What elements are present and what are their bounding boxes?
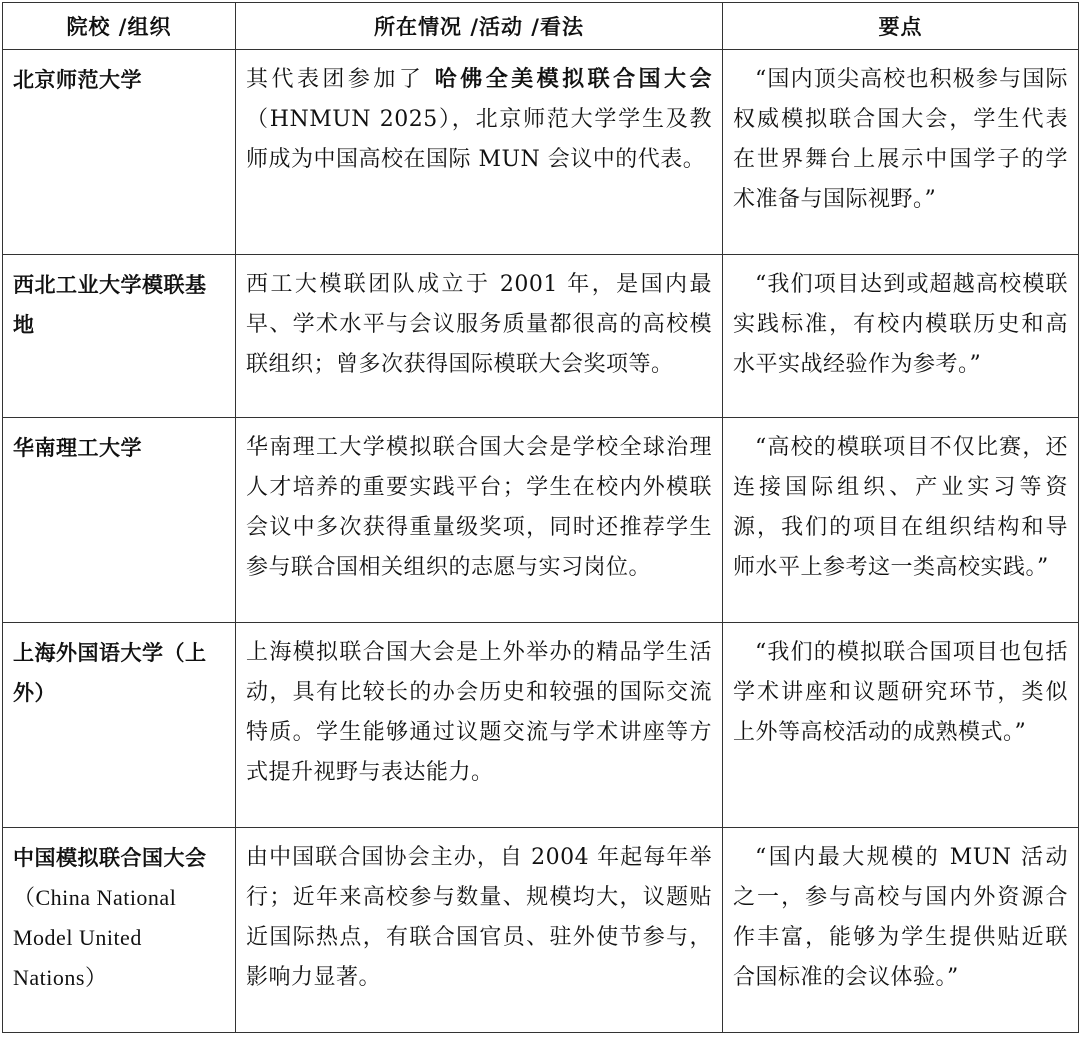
situation-text [236,50,722,186]
situation-text: 西工大模联团队成立于 2001 年，是国内最早、学术水平与会议服务质量都很高的高校模联组织；曾多次获得国际模联大会奖项等。 [246,272,712,377]
situation-text-post: （HNMUN 2025），北京师范大学学生及教师成为中国高校在国际 MUN 会议中的代表。 [246,107,712,172]
situation-cell [236,255,723,418]
points-cell [723,255,1079,418]
school-cell [3,828,236,1033]
situation-text: 上海模拟联合国大会是上外举办的精品学生活动，具有比较长的办会历史和较强的国际交流特质。学生能够通过议题交流与学术讲座等方式提升视野与表达能力。 [246,640,712,785]
situation-cell [236,50,723,255]
school-name: 北京师范大学 [13,68,142,92]
situation-text: 由中国联合国协会主办，自 2004 年起每年举行；近年来高校参与数量、规模均大，议题贴近国际热点，有联合国官员、驻外使节参与，影响力显著。 [246,845,712,990]
mun-comparison-table [2,2,1079,1033]
school-cell [3,50,236,255]
situation-cell [236,623,723,828]
points-text: “国内顶尖高校也积极参与国际权威模拟联合国大会，学生代表在世界舞台上展示中国学子的学术准备与国际视野。” [733,67,1068,212]
school-name: 华南理工大学 [13,436,142,460]
points-text: “我们的模拟联合国项目也包括学术讲座和议题研究环节，类似上外等高校活动的成熟模式。” [733,640,1068,745]
school-name [3,828,235,1004]
column-header-school: 院校 /组织 [3,3,236,50]
column-header-points: 要点 [723,3,1079,50]
school-cell [3,418,236,623]
school-name-en: （China National Model United Nations） [13,885,177,990]
table-row [3,255,1079,418]
table-header-row [3,3,1079,50]
points-cell [723,828,1079,1033]
situation-text-highlight: 哈佛全美模拟联合国大会 [434,67,712,92]
situation-cell [236,418,723,623]
table-row [3,623,1079,828]
points-cell [723,623,1079,828]
points-text: “我们项目达到或超越高校模联实践标准，有校内模联历史和高水平实战经验作为参考。” [733,272,1068,377]
points-text: “高校的模联项目不仅比赛，还连接国际组织、产业实习等资源，我们的项目在组织结构和导师水平上参考这一类高校实践。” [733,435,1068,580]
points-text: “国内最大规模的 MUN 活动之一，参与高校与国内外资源合作丰富，能够为学生提供贴近联合国标准的会议体验。” [733,845,1068,990]
points-cell [723,50,1079,255]
school-name: 上海外国语大学（上外） [13,641,207,705]
situation-text: 华南理工大学模拟联合国大会是学校全球治理人才培养的重要实践平台；学生在校内外模联会议中多次获得重量级奖项，同时还推荐学生参与联合国相关组织的志愿与实习岗位。 [246,435,712,580]
column-header-situation: 所在情况 /活动 /看法 [236,3,723,50]
school-name: 西北工业大学模联基地 [13,273,207,337]
situation-text-pre: 其代表团参加了 [246,67,435,92]
table-row [3,50,1079,255]
school-name-cn: 中国模拟联合国大会 [13,846,207,870]
table-row [3,828,1079,1033]
points-cell [723,418,1079,623]
table-row [3,418,1079,623]
situation-cell [236,828,723,1033]
school-cell [3,255,236,418]
school-cell [3,623,236,828]
